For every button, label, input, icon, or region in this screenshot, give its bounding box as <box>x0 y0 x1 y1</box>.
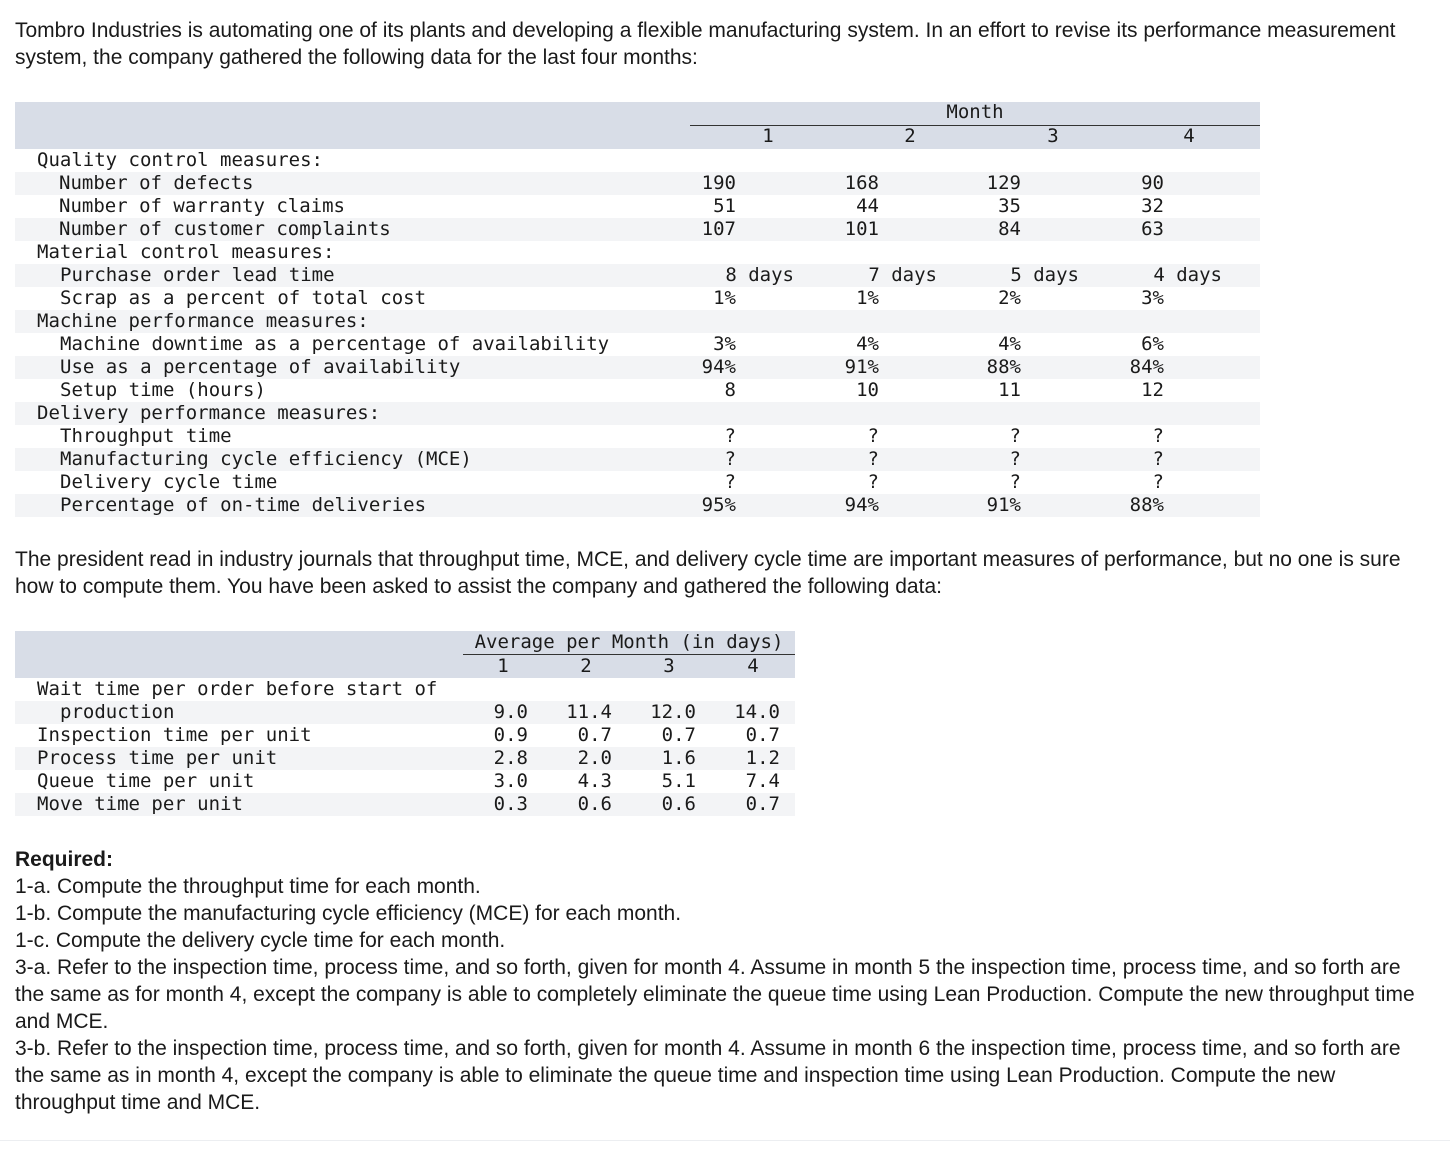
table2-row-label: Process time per unit <box>37 747 278 769</box>
table1-cell: 44 <box>856 195 879 217</box>
table1-cell: ? <box>724 425 736 447</box>
table1-cell: 94% <box>701 356 736 378</box>
table1-row-label: Purchase order lead time <box>60 264 335 286</box>
table1-cell: ? <box>724 448 736 470</box>
table1-cell: 4% <box>998 333 1021 355</box>
table1-row-label: Setup time (hours) <box>60 379 266 401</box>
table1-group-header: Month <box>946 101 1004 123</box>
table1-cell: 12 <box>1141 379 1164 401</box>
required-item: 1-b. Compute the manufacturing cycle efficiency (MCE) for each month. <box>15 902 682 925</box>
table1-row-label: Number of customer complaints <box>59 218 391 240</box>
table1-section-title: Machine performance measures: <box>37 310 369 332</box>
table2-cell: 4.3 <box>577 770 612 792</box>
table1-cell: 5 days <box>1010 264 1079 286</box>
table2-cell: 9.0 <box>493 701 528 723</box>
table1-cell: ? <box>867 448 879 470</box>
table2-cell: 7.4 <box>745 770 780 792</box>
table1-cell: ? <box>867 425 879 447</box>
table1-cell: ? <box>1152 448 1164 470</box>
table1-month-header: 2 <box>904 125 916 147</box>
table1-cell: 2% <box>998 287 1021 309</box>
table1-cell: ? <box>1009 425 1021 447</box>
table1-row-label: Manufacturing cycle efficiency (MCE) <box>60 448 472 470</box>
table2-month-header: 1 <box>497 655 509 677</box>
table1-cell: 168 <box>844 172 879 194</box>
table2-cell: 0.7 <box>577 724 612 746</box>
table1-cell: 1% <box>856 287 879 309</box>
table1-cell: 88% <box>986 356 1021 378</box>
table1-cell: 4% <box>856 333 879 355</box>
table1-cell: 6% <box>1141 333 1164 355</box>
table1-cell: 4 days <box>1153 264 1222 286</box>
table1-cell: 91% <box>986 494 1021 516</box>
required-item: 1-c. Compute the delivery cycle time for each month. <box>15 929 506 952</box>
table1-cell: 1% <box>713 287 736 309</box>
table2-cell: 0.9 <box>493 724 528 746</box>
table2-month-header: 2 <box>580 655 592 677</box>
table2-cell: 12.0 <box>650 701 696 723</box>
table1-cell: 8 days <box>725 264 794 286</box>
table1-section-title: Delivery performance measures: <box>37 402 381 424</box>
table1-cell: 101 <box>844 218 879 240</box>
table1-cell: 3% <box>713 333 736 355</box>
table2-cell: 14.0 <box>734 701 780 723</box>
table1-cell: 11 <box>998 379 1021 401</box>
table2-month-header: 4 <box>747 655 759 677</box>
table2-cell: 0.7 <box>745 793 780 815</box>
table2-month-header: 3 <box>663 655 675 677</box>
table2-cell: 1.6 <box>661 747 696 769</box>
table1-section-title: Quality control measures: <box>37 149 323 171</box>
table2-cell: 0.6 <box>661 793 696 815</box>
table1-row-label: Use as a percentage of availability <box>60 356 461 378</box>
table1-row-label: Throughput time <box>60 425 232 447</box>
table2-cell: 0.7 <box>745 724 780 746</box>
table2-cell: 2.0 <box>577 747 612 769</box>
bottom-divider <box>0 1140 1450 1141</box>
middle-paragraph: The president read in industry journals that throughput time, MCE, and delivery cycle time are important measures of performance, but no one is sure how to compute them. You have been asked to assist the company and gathered the following data: <box>15 548 1401 598</box>
table1-cell: 90 <box>1141 172 1164 194</box>
table2-cell: 1.2 <box>745 747 780 769</box>
table1-cell: ? <box>1152 425 1164 447</box>
table1-month-header: 3 <box>1047 125 1059 147</box>
table1-cell: ? <box>1009 448 1021 470</box>
table1-cell: 95% <box>701 494 736 516</box>
table2-row-label: Move time per unit <box>37 793 243 815</box>
table1-row-label: Scrap as a percent of total cost <box>60 287 427 309</box>
table2-cell: 11.4 <box>566 701 612 723</box>
table1-cell: 32 <box>1141 195 1164 217</box>
table2-cell: 5.1 <box>661 770 696 792</box>
table1-section-title: Material control measures: <box>37 241 335 263</box>
table1-cell: ? <box>1009 471 1021 493</box>
table2-cell: 2.8 <box>493 747 528 769</box>
table1-cell: 8 <box>724 379 736 401</box>
table1-cell: 10 <box>856 379 879 401</box>
table1-cell: 63 <box>1141 218 1164 240</box>
table2-row-label: Inspection time per unit <box>37 724 312 746</box>
table1-row-label: Number of warranty claims <box>59 195 345 217</box>
required-item: 3-b. Refer to the inspection time, process time, and so forth, given for month 4. Assume in month 6 the inspection time, process time, and so forth are the same as in month 4, except the company is able to eliminate the queue time and inspection time using Lean Production. Compute the new throughput time and MCE. <box>15 1037 1401 1114</box>
required-item: 1-a. Compute the throughput time for each month. <box>15 875 481 898</box>
table1-row-label: Delivery cycle time <box>60 471 278 493</box>
table2-cell: 0.7 <box>661 724 696 746</box>
table1-cell: ? <box>867 471 879 493</box>
table1-cell: 84% <box>1129 356 1164 378</box>
table2-row-label: Wait time per order before start of <box>37 678 438 700</box>
table1-cell: 190 <box>701 172 736 194</box>
table1-row-label: Percentage of on-time deliveries <box>60 494 427 516</box>
required-title: Required: <box>15 848 114 871</box>
table1-cell: ? <box>724 471 736 493</box>
table1-cell: 7 days <box>868 264 937 286</box>
table1-month-header: 4 <box>1183 125 1195 147</box>
table1-cell: 84 <box>998 218 1021 240</box>
table1-row-label: Machine downtime as a percentage of availability <box>60 333 610 355</box>
table2-row-label: Queue time per unit <box>37 770 255 792</box>
table2-cell: 0.6 <box>577 793 612 815</box>
table1-cell: 3% <box>1141 287 1164 309</box>
table2-cell: 3.0 <box>493 770 528 792</box>
required-section <box>15 846 1435 1116</box>
table1-cell: 35 <box>998 195 1021 217</box>
table1-cell: 107 <box>701 218 736 240</box>
table1-month-header: 1 <box>762 125 774 147</box>
table1-cell: 129 <box>986 172 1021 194</box>
table1-cell: 94% <box>844 494 879 516</box>
table2-cell: 0.3 <box>493 793 528 815</box>
table1-cell: ? <box>1152 471 1164 493</box>
intro-paragraph: Tombro Industries is automating one of its plants and developing a flexible manufacturing system. In an effort to revise its performance measurement system, the company gathered the following data for the last four months: <box>15 19 1396 69</box>
table2-group-header: Average per Month (in days) <box>474 631 784 653</box>
table1-cell: 91% <box>844 356 879 378</box>
table1-cell: 51 <box>713 195 736 217</box>
table1-cell: 88% <box>1129 494 1164 516</box>
required-item: 3-a. Refer to the inspection time, process time, and so forth, given for month 4. Assume in month 5 the inspection time, process time, and so forth are the same as for month 4, except the company is able to completely eliminate the queue time using Lean Production. Compute the new throughput time and MCE. <box>15 956 1415 1033</box>
table1-row-label: Number of defects <box>59 172 254 194</box>
table2-row-label: production <box>60 701 175 723</box>
